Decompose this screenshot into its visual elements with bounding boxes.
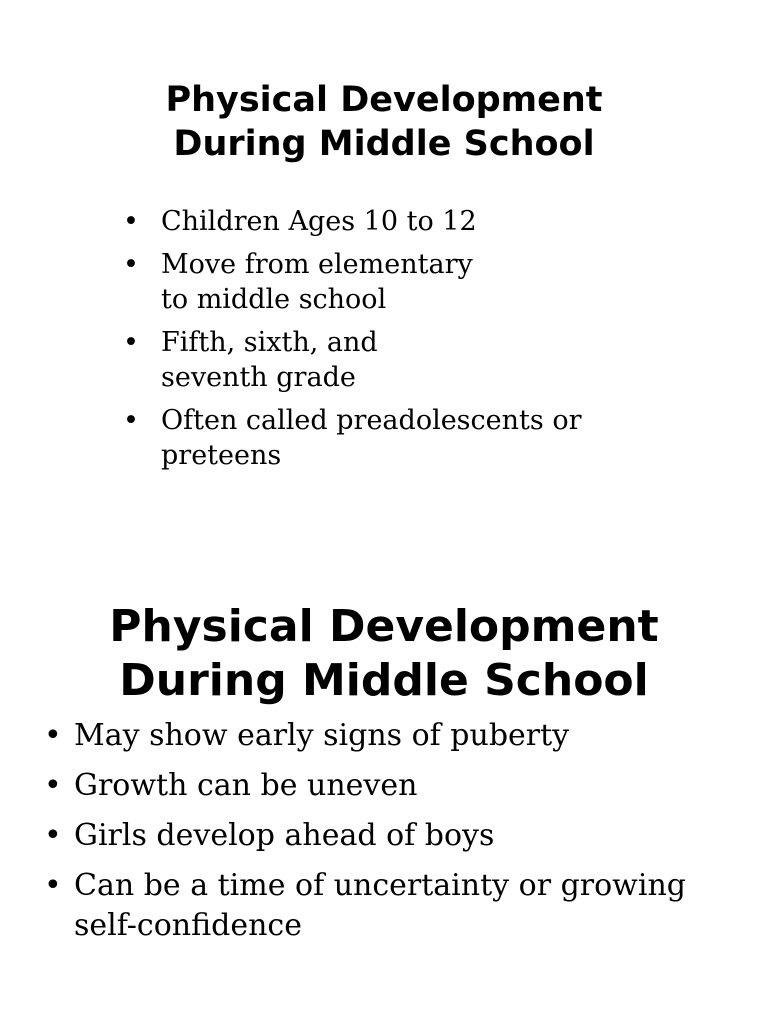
bullet-text: self-confidence [74,908,302,943]
bullet-text: Often called preadolescents or [161,405,582,436]
bullet-text: Girls develop ahead of boys [74,818,495,853]
bullet-dot-icon: • [123,327,139,358]
title-line: Physical Development [109,601,659,652]
bullet-item [44,866,714,946]
bullet-text: Growth can be uneven [74,768,418,803]
bullet-text: May show early signs of puberty [74,718,570,753]
title-line: Physical Development [165,80,603,120]
slide-title [0,78,768,166]
bullet-text: to middle school [161,284,387,315]
slide-title [0,600,768,708]
bullet-item [44,716,714,756]
bullet-text: Children Ages 10 to 12 [161,206,477,237]
bullet-dot-icon: • [123,206,139,237]
bullet-item [44,766,714,806]
bullet-list [44,716,714,956]
title-line: During Middle School [119,655,649,706]
bullet-text: Fifth, sixth, and [161,327,378,358]
bullet-item [44,816,714,856]
bullet-dot-icon: • [44,818,62,853]
slide-2 [0,512,768,1024]
bullet-dot-icon: • [123,249,139,280]
bullet-list [123,204,631,481]
title-line: During Middle School [173,124,595,164]
bullet-item [123,247,631,317]
bullet-text: seventh grade [161,362,356,393]
bullet-text: preteens [161,440,282,471]
bullet-dot-icon: • [44,768,62,803]
bullet-item [123,204,631,239]
bullet-text: Move from elementary [161,249,473,280]
bullet-dot-icon: • [44,868,62,903]
bullet-dot-icon: • [44,718,62,753]
bullet-text: Can be a time of uncertainty or growing [74,868,686,903]
bullet-item [123,403,631,473]
bullet-item [123,325,631,395]
bullet-dot-icon: • [123,405,139,436]
